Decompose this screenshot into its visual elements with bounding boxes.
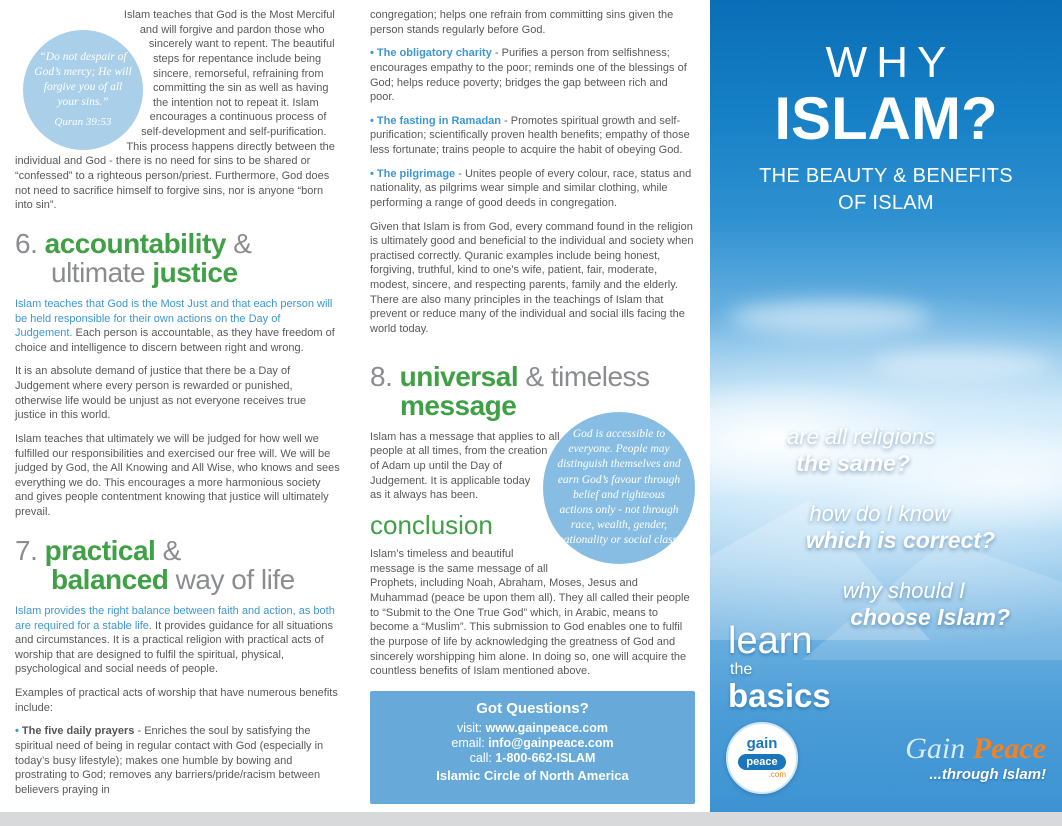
conclusion-heading: conclusion [370,509,493,540]
heading-line2 [400,391,695,420]
cover-subtitle-line1: THE BEAUTY & BENEFITS [759,165,1013,188]
brand-row [726,722,1046,794]
cover-title [710,40,1062,217]
lead-sentence: Islam teaches that God is the Most Just and that each person will be held responsible for their own actions on the Day of Judgement. [15,297,333,340]
heading-word-green: universal [399,360,519,392]
bullet-text: - Promotes spiritual growth and self-purification; scientifically proven health benefits; empathy of those less fortunate; trains people to acquire the habit of obeying God. [370,114,690,156]
section-7-heading [15,536,340,594]
question-line: why should I [842,577,965,603]
mercy-intro-section [15,8,340,213]
bullet-lead: The obligatory charity [376,47,492,60]
universal-message-section [370,346,695,688]
heading-word-green: justice [152,256,238,288]
question-line-bold: the same? [796,450,910,477]
cloud-decoration [730,300,930,334]
body-paragraph: It is an absolute demand of justice that there be a Day of Judgement where every person is rewarded or punished, otherwise life would be unjust as not everyone receives true justice in this world. [15,365,307,422]
the-word: the [730,661,753,678]
heading-word-gray: ultimate [51,256,146,288]
heading-line2 [51,565,340,594]
lead-sentence: Islam provides the right balance between faith and action, as both are required for a stable life. [15,604,335,632]
section-number: 7. [15,534,38,566]
cover-title-why: WHY [825,38,956,87]
heading-ampersand: & [162,534,181,566]
gainpeace-logo-icon [726,722,798,794]
contact-phone-line [378,751,687,765]
bullet-item [370,167,695,211]
question-correct [710,501,1062,555]
phone-number: 1-800-662-ISLAM [495,751,596,765]
cover-subtitle [710,163,1062,217]
brand-name [905,733,1046,765]
conclusion-paragraph: Islam’s timeless and beautiful message is the same message of all Prophets, including Noah, Abraham, Moses, Jesus and Muhammad (peace be upon them all). They all called their people to “Submit to the One True God” which, in Arabic, means to become a “Muslim”. This submission to God enables one to fulfil the purpose of life by acknowledging the greatness of God and sincerely worshipping him alone. In doing so, one will acquire the countless benefits of Islam mentioned above. [370,548,690,678]
bullet-item [15,724,340,797]
paragraph-text: It provides guidance for all situations and circumstances. It is a practical religion with practical acts of worship that are designed to fulfil the spiritual, physical, psychological and social needs of people. [15,619,333,676]
bullet-lead: The fasting in Ramadan [376,114,501,127]
middle-panel [355,0,710,812]
email-label: email: [451,736,489,750]
heading-ampersand: & [233,227,252,259]
cover-title-islam: ISLAM? [774,85,998,153]
learn-the-basics [728,622,831,712]
heading-word-green: balanced [51,563,169,595]
brand-gain: Gain [905,731,973,765]
bullet-text: - Unites people of every colour, race, status and nationality, as pilgrims wear simple and similar clothing, while performing a range of good deeds in congregation. [370,167,692,209]
body-paragraph: Islam has a message that applies to all people at all times, from the creation of Adam up until the Day of Judgement. It is applicable today as it always has been. [370,430,560,502]
logo-com-text: .com [768,770,786,780]
god-accessible-quote-circle [543,412,695,564]
bullet-lead: The pilgrimage [376,167,456,180]
logo-gain-text: gain [746,735,778,753]
contact-title: Got Questions? [476,700,589,717]
cloud-decoration [872,350,1052,378]
visit-label: visit: [457,721,486,735]
heading-line2 [51,258,340,287]
brand-text [905,733,1046,784]
contact-email-line [378,736,687,750]
question-line-bold: which is correct? [805,527,995,554]
bullet-text: - Purifies a person from selfishness; encourages empathy to the poor; reminds one of the blessings of God; helps reduce poverty; bridges the gap between rich and poor. [370,47,687,104]
call-label: call: [469,751,496,765]
quote-text: “Do not despair of God’s mercy; He will forgive you of all your sins.” [34,51,132,109]
continuation-paragraph: congregation; helps one refrain from committing sins given the person stands regularly before God. [370,9,674,36]
contact-website-line [378,721,687,735]
bullet-lead: The five daily prayers [21,725,135,738]
body-paragraph: Given that Islam is from God, every command found in the religion is ultimately good and beneficial to the individual and society when practised correctly. Quranic examples include being honest, forgiving, truthful, kind to one’s wife, patient, fair, moderate, modest, sincere, and respecting parents, family and the elderly. There are also many principles in the teachings of Islam that prevent or reduce many of the individual and social ills facing the world today. [370,220,694,335]
question-same [710,424,1062,478]
email-address: info@gainpeace.com [488,736,614,750]
section-6-heading [15,229,340,287]
bullet-item [370,46,695,105]
body-paragraph: Islam teaches that ultimately we will be judged for how well we fulfilled our responsibilities and exercised our free will. We will be judged by God, the All Knowing and All Wise, who knows and sees everything we do. This encourages a more harmonious society and gives people contentment knowing that justice will ultimately prevail. [15,432,340,519]
heading-word-gray: way of life [175,563,295,595]
bullet-icon: • [370,167,374,180]
brand-tagline: ...through Islam! [929,766,1046,784]
bullet-text: - Enriches the soul by satisfying the spiritual need of being in regular contact with God (especially in today’s busy lifestyle); makes one humble by bowing and prostrating to God; removes any barriers/pride/racism between believers praying in [15,725,324,796]
cover-panel [710,0,1062,812]
body-paragraph: Examples of practical acts of worship that have numerous benefits include: [15,687,338,714]
bullet-icon: • [15,725,19,738]
intro-paragraph: Islam teaches that God is the Most Merciful and will forgive and pardon those who sincerely want to repent. The beautiful steps for repentance include being sincere, remorseful, refraining from committing the sin as well as having the intention not to repeat it. Islam encourages a continuous process of self-development and self-purification. This process happens directly between the individual and God - there is no need for sins to be shared or “confessed” to a righteous person/priest. Furthermore, God does not need to sacrifice himself to forgive sins, nor is anyone “born into sin”. [15,9,335,212]
question-line: are all religions [787,424,935,449]
section-number: 8. [370,360,393,392]
heading-word-green: message [400,389,517,421]
section-8-heading [370,362,695,420]
question-line-bold: choose Islam? [850,604,1010,631]
body-paragraph [15,604,340,677]
left-panel [0,0,355,812]
learn-word: learn [728,620,813,662]
cover-subtitle-line2: OF ISLAM [838,192,934,215]
quote-source: Quran 39:53 [54,116,112,129]
brand-peace: Peace [972,731,1046,765]
body-paragraph [15,297,340,356]
paragraph-text: Each person is accountable, as they have freedom of choice and intelligence to discern between right and wrong. [15,327,335,354]
bullet-item [370,114,695,158]
heading-word-green: practical [44,534,156,566]
basics-word: basics [728,677,831,714]
bullet-icon: • [370,47,374,60]
heading-ampersand-gray: & timeless [525,360,650,392]
website-url: www.gainpeace.com [485,721,608,735]
heading-word-green: accountability [44,227,226,259]
logo-peace-badge: peace [738,754,785,770]
contact-box [370,691,695,804]
organization-name: Islamic Circle of North America [436,768,629,783]
bullet-icon: • [370,114,374,127]
quote-text: God is accessible to everyone. People may distinguish themselves and earn God’s favour through belief and righteous actions only - not through race, wealth, gender, nationality or social class. [557,428,681,547]
question-line: how do I know [809,500,950,526]
section-number: 6. [15,227,38,259]
quran-quote-circle [23,30,143,150]
page-edge-strip [0,812,1062,826]
